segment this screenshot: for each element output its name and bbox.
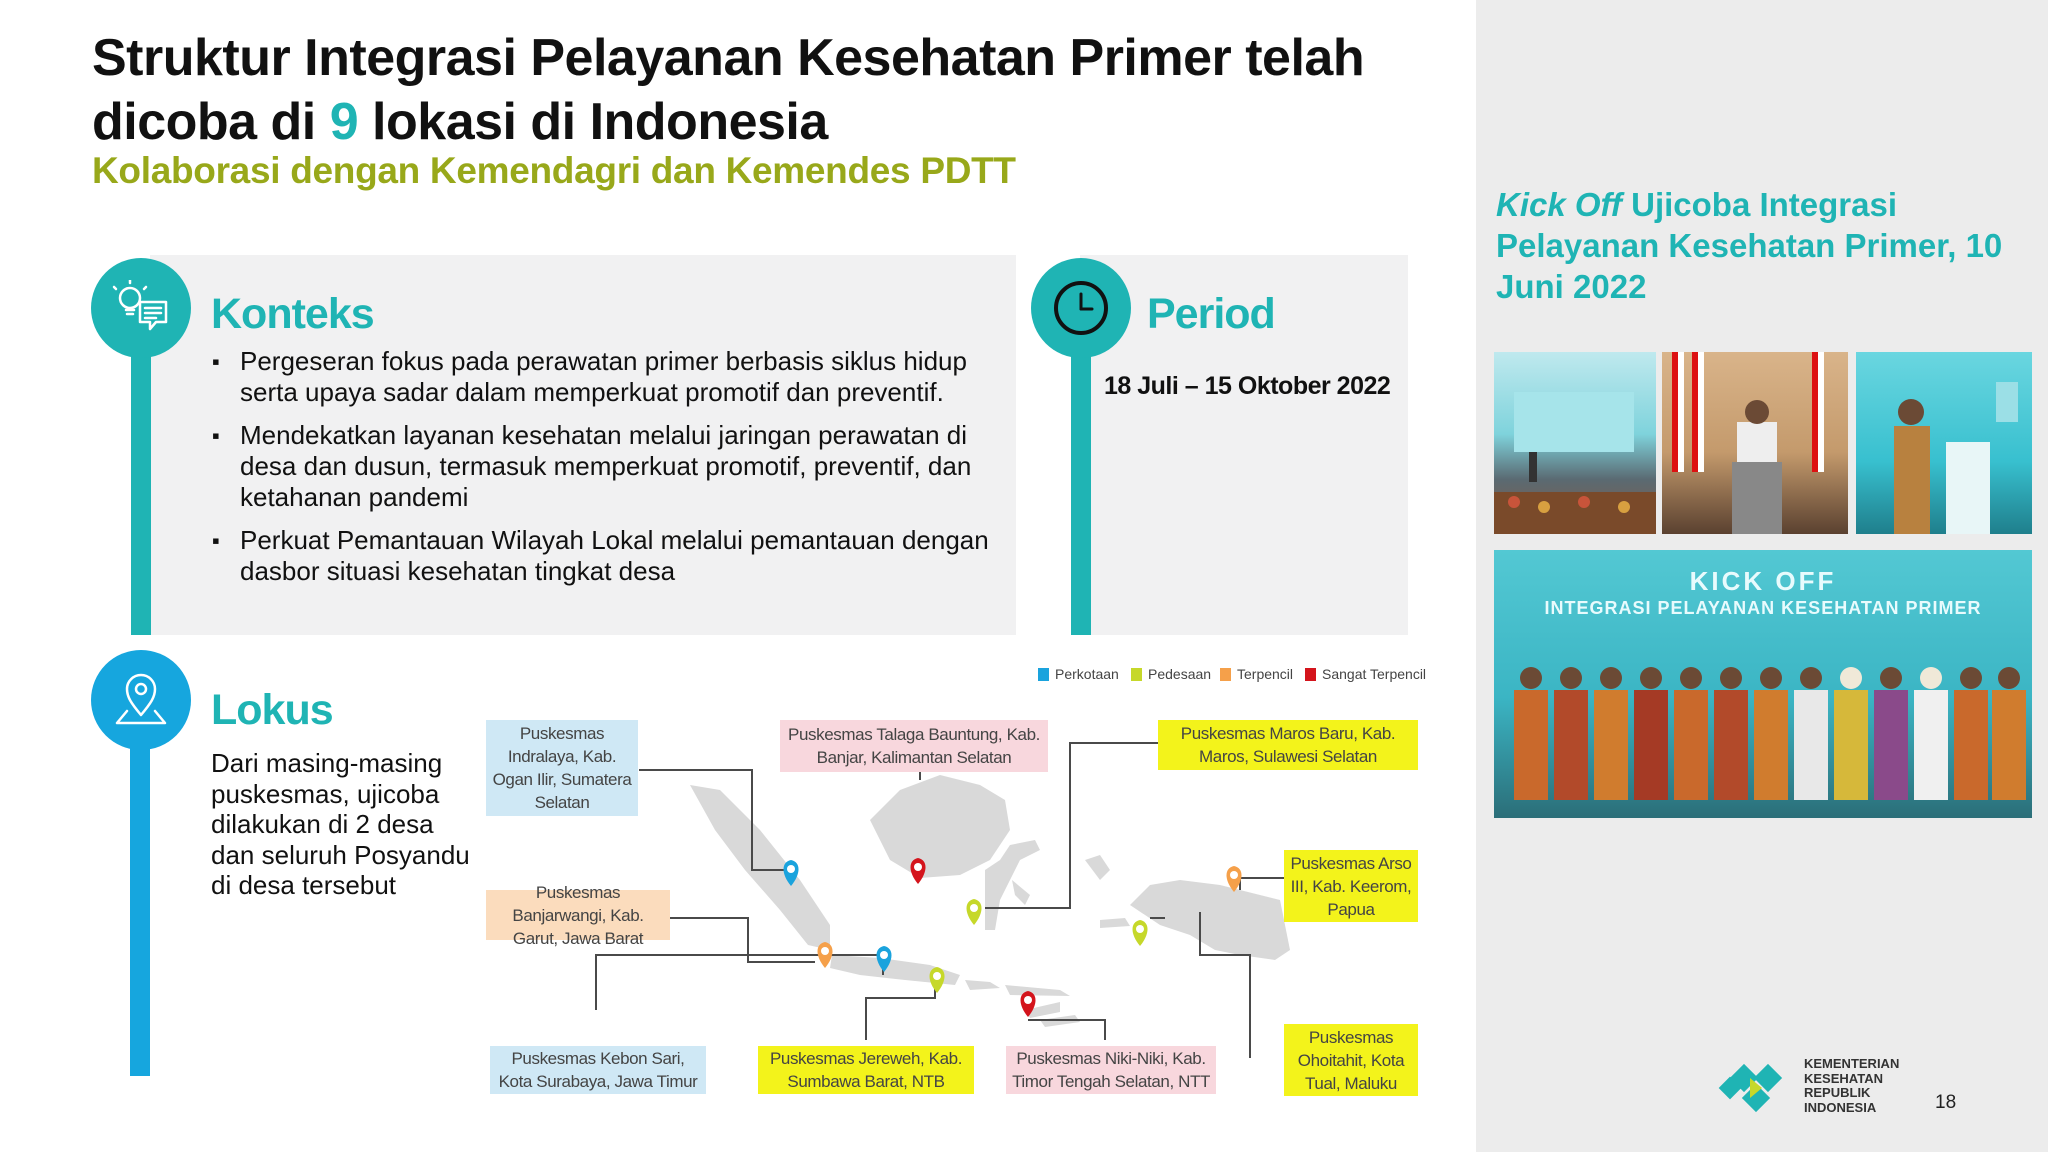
photo-content [1494,550,2032,818]
lokus-description: Dari masing-masing puskesmas, ujicoba dilakukan di 2 desa dan seluruh Posyandu di desa tersebut [211,748,470,900]
map-pin-terpencil [818,942,833,968]
banner-line-1: KICK OFF [1689,566,1837,596]
list-item: ▪ Pergeseran fokus pada perawatan primer berbasis siklus hidup serta upaya sadar dalam memperkuat promotif dan preventif. [212,346,992,408]
kickoff-photo-1 [1494,352,1656,534]
legend-label: Sangat Terpencil [1322,666,1427,682]
photo-content [1856,352,2032,534]
title-text-2: lokasi di Indonesia [358,93,828,151]
photo-content [1662,352,1848,534]
legend-label: Terpencil [1237,666,1294,682]
konteks-heading: Konteks [211,290,374,338]
period-heading: Period [1147,290,1275,338]
legend-label: Perkotaan [1055,666,1119,682]
map-pin-sangat-terpencil [911,858,926,884]
period-date: 18 Juli – 15 Oktober 2022 [1104,372,1391,400]
banner-line-2: INTEGRASI PELAYANAN KESEHATAN PRIMER [1544,598,1982,618]
location-label-talaga-bauntung: Puskesmas Talaga Bauntung, Kab. Banjar, Kalimantan Selatan [780,720,1048,772]
kickoff-photo-2 [1662,352,1848,534]
kickoff-banner-photo [1494,550,2032,818]
location-label-banjarwangi: Puskesmas Banjarwangi, Kab. Garut, Jawa Barat [486,890,670,940]
page-number: 18 [1935,1092,1957,1113]
location-label-kebon-sari: Puskesmas Kebon Sari, Kota Surabaya, Jawa Timur [490,1046,706,1094]
kickoff-photo-3 [1856,352,2032,534]
list-item: ▪ Mendekatkan layanan kesehatan melalui jaringan perawatan di desa dan dusun, termasuk memperkuat promotif, preventif, dan ketahanan pandemi [212,420,992,513]
map-pin-pedesaan [967,899,982,925]
island-shapes [690,775,1290,1027]
legend-label: Pedesaan [1148,666,1212,682]
photo-content [1494,352,1656,534]
map-pin-pedesaan [1133,920,1148,946]
lokus-heading: Lokus [211,686,333,734]
location-label-niki-niki: Puskesmas Niki-Niki, Kab. Timor Tengah Selatan, NTT [1006,1046,1216,1094]
kickoff-title [1496,184,2016,307]
location-label-maros-baru: Puskesmas Maros Baru, Kab. Maros, Sulawesi Selatan [1158,720,1418,770]
kemenkes-logo-icon [1714,1048,1798,1126]
title-number: 9 [329,93,359,151]
location-label-arso: Puskesmas Arso III, Kab. Keerom, Papua [1284,850,1418,922]
kickoff-title-italic: Kick Off [1496,186,1622,223]
ministry-logo-text: KEMENTERIAN KESEHATAN REPUBLIK INDONESIA [1804,1056,1900,1115]
location-label-jereweh: Puskesmas Jereweh, Kab. Sumbawa Barat, NTB [758,1046,974,1094]
page-subtitle: Kolaborasi dengan Kemendagri dan Kemendes PDTT [92,150,1016,191]
location-label-indralaya: Puskesmas Indralaya, Kab. Ogan Ilir, Sumatera Selatan [486,720,638,816]
kickoff-title-rest: Ujicoba Integrasi Pelayanan Kesehatan Primer, 10 Juni 2022 [1496,186,2003,305]
location-label-ohoitahit: Puskesmas Ohoitahit, Kota Tual, Maluku [1284,1024,1418,1096]
list-item: ▪ Perkuat Pemantauan Wilayah Lokal melalui pemantauan dengan dasbor situasi kesehatan tingkat desa [212,525,992,587]
title-text-1: Struktur Integrasi Pelayanan Kesehatan Primer telah dicoba di [92,29,1365,151]
map-pin-pedesaan [930,967,945,993]
